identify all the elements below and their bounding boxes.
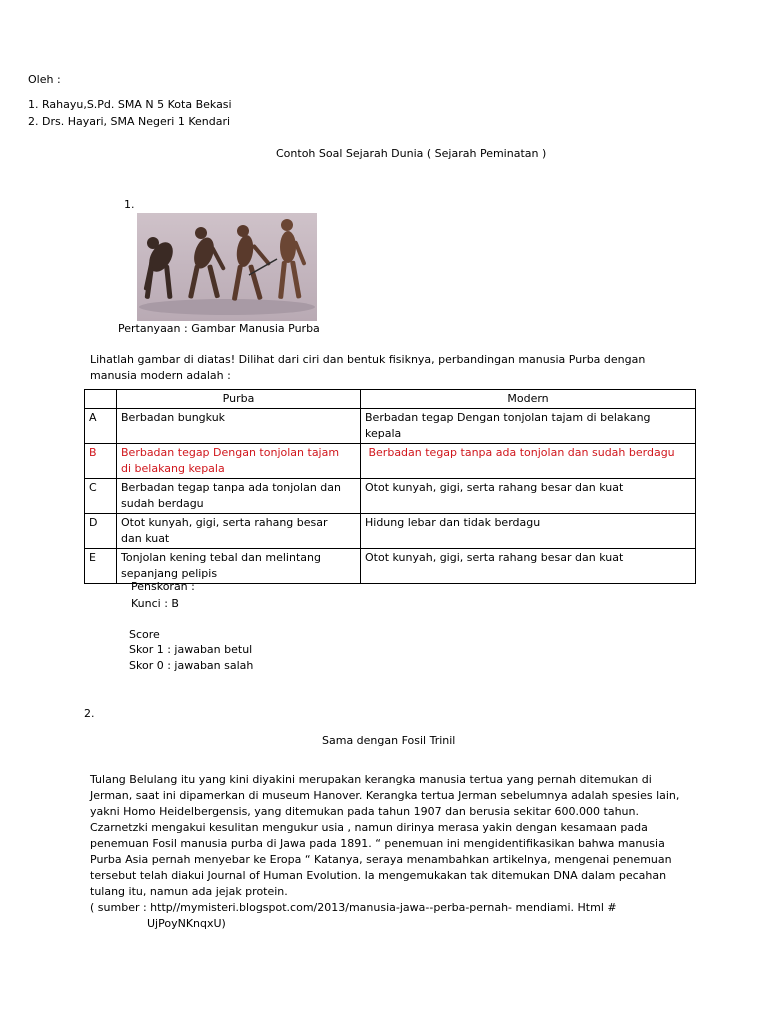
option-purba: Berbadan tegap Dengan tonjolan tajam di belakang kepala	[117, 444, 361, 479]
option-purba: Otot kunyah, gigi, serta rahang besar dan kuat	[117, 514, 361, 549]
image-caption: Pertanyaan : Gambar Manusia Purba	[118, 322, 320, 335]
header-modern: Modern	[361, 390, 696, 409]
source-line-continuation: UjPoyNKnqxU)	[147, 917, 226, 930]
table-header-row	[85, 390, 696, 409]
option-modern: Otot kunyah, gigi, serta rahang besar dan kuat	[361, 549, 696, 584]
passage-line: Purba Asia pernah menyebar ke Eropa “ Katanya, seraya menambahkan artikelnya, mengenai penemuan	[90, 853, 672, 866]
option-purba: Berbadan bungkuk	[117, 409, 361, 444]
comparison-table	[84, 389, 696, 584]
option-modern: Otot kunyah, gigi, serta rahang besar dan kuat	[361, 479, 696, 514]
passage-line: Jerman, saat ini dipamerkan di museum Hanover. Kerangka tertua Jerman sebelumnya adalah spesies lain,	[90, 789, 680, 802]
table-row	[85, 409, 696, 444]
human-evolution-illustration	[137, 213, 317, 321]
scoring-label: Penskoran :	[131, 580, 195, 593]
table-row	[85, 549, 696, 584]
question-2-title: Sama dengan Fosil Trinil	[322, 734, 456, 747]
table-row	[85, 479, 696, 514]
question-1-prompt-line-2: manusia modern adalah :	[90, 369, 231, 382]
passage-line: Tulang Belulang itu yang kini diyakini merupakan kerangka manusia tertua yang pernah ditemukan di	[90, 773, 652, 786]
header-purba: Purba	[117, 390, 361, 409]
author-2: 2. Drs. Hayari, SMA Negeri 1 Kendari	[28, 115, 231, 128]
option-key: C	[85, 479, 117, 514]
passage-line: penemuan Fosil manusia purba di Jawa pada 1891. “ penemuan ini mengidentifikasikan bahwa manusia	[90, 837, 665, 850]
score-label: Score	[129, 628, 160, 641]
option-modern: Hidung lebar dan tidak berdagu	[361, 514, 696, 549]
passage-line: tersebut telah diakui Journal of Human Evolution. Ia mengemukakan tak ditemukan DNA dalam pecahan	[90, 869, 667, 882]
option-purba: Tonjolan kening tebal dan melintang sepanjang pelipis	[117, 549, 361, 584]
source-line: ( sumber : http//mymisteri.blogspot.com/2013/manusia-jawa--perba-pernah- mendiami. Html #	[90, 901, 617, 914]
table-row	[85, 514, 696, 549]
passage-line: Czarnetzki mengakui kesulitan mengukur usia , namun dirinya merasa yakin dengan kesamaan pada	[90, 821, 648, 834]
option-key: E	[85, 549, 117, 584]
question-2-passage	[90, 772, 710, 932]
option-purba: Berbadan tegap tanpa ada tonjolan dan sudah berdagu	[117, 479, 361, 514]
question-2-number: 2.	[84, 707, 95, 720]
page-title: Contoh Soal Sejarah Dunia ( Sejarah Peminatan )	[276, 147, 547, 160]
option-modern: Berbadan tegap Dengan tonjolan tajam di belakang kepala	[361, 409, 696, 444]
score-wrong: Skor 0 : jawaban salah	[129, 659, 254, 672]
option-modern: Berbadan tegap tanpa ada tonjolan dan sudah berdagu	[361, 444, 696, 479]
option-key: A	[85, 409, 117, 444]
author-1: 1. Rahayu,S.Pd. SMA N 5 Kota Bekasi	[28, 98, 232, 111]
passage-line: tulang itu, namun ada jejak protein.	[90, 885, 288, 898]
option-key: B	[85, 444, 117, 479]
question-1-number: 1.	[124, 198, 135, 211]
score-correct: Skor 1 : jawaban betul	[129, 643, 253, 656]
table-row-correct-answer	[85, 444, 696, 479]
header-key	[85, 390, 117, 409]
option-key: D	[85, 514, 117, 549]
passage-line: yakni Homo Heidelbergensis, yang ditemukan pada tahun 1907 dan berusia sekitar 600.000 tahun.	[90, 805, 640, 818]
answer-key: Kunci : B	[131, 597, 179, 610]
author-label: Oleh :	[28, 73, 61, 86]
question-1-prompt-line-1: Lihatlah gambar di diatas! Dilihat dari ciri dan bentuk fisiknya, perbandingan manusia Purba dengan	[90, 353, 646, 366]
